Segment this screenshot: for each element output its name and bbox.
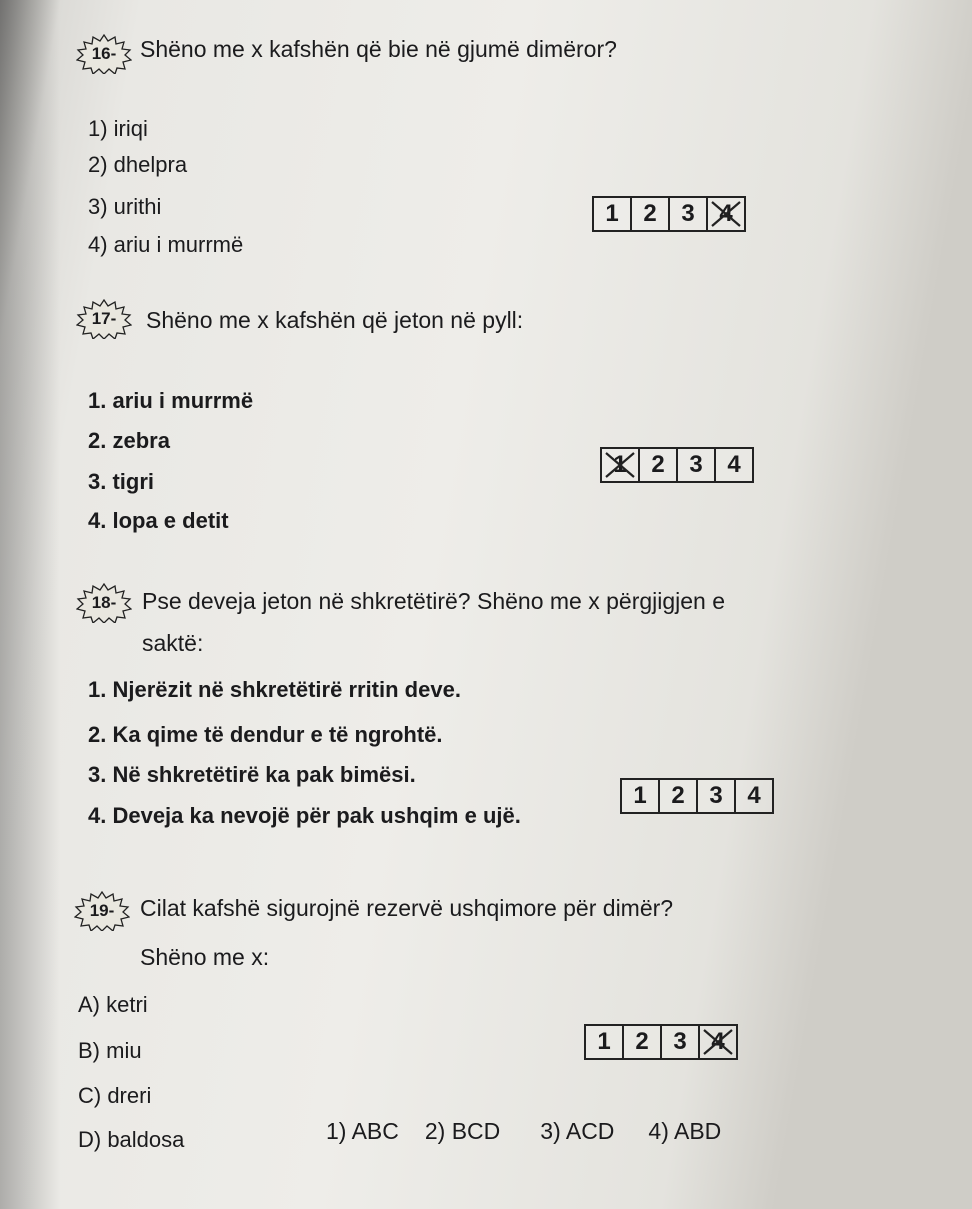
page-shadow: [0, 0, 60, 1209]
q18-option-1: 1. Njerëzit në shkretëtirë rritin deve.: [88, 677, 461, 702]
question-16-badge: [76, 34, 132, 74]
q19-answer-box-2[interactable]: 2: [622, 1024, 662, 1060]
q18-answer-box-2[interactable]: 2: [658, 778, 698, 814]
question-17-badge: [76, 299, 132, 339]
q16-answer-box-2[interactable]: 2: [630, 196, 670, 232]
q18-option-4: 4. Deveja ka nevojë për pak ushqim e ujë.: [88, 803, 521, 828]
q19-answer-box-4[interactable]: [698, 1024, 738, 1060]
q17-option-2: 2. zebra: [88, 428, 170, 453]
question-17-number: 17-: [91, 309, 117, 328]
q16-option-3: 3) urithi: [88, 194, 162, 219]
q17-answer-box-1[interactable]: [600, 447, 640, 483]
question-19-number: 19-: [89, 901, 115, 920]
q16-option-4: 4) ariu i murrmë: [88, 232, 244, 257]
q19-option-d: D) baldosa: [78, 1127, 185, 1152]
q18-answer-boxes: [620, 778, 772, 814]
q19-choice-3: 3) ACD: [540, 1118, 615, 1144]
question-18-badge: [76, 583, 132, 623]
question-19-text: Cilat kafshë sigurojnë rezervë ushqimore për dimër?: [140, 895, 674, 921]
q17-option-1: 1. ariu i murrmë: [88, 388, 254, 413]
q19-option-a: A) ketri: [78, 992, 148, 1017]
question-16-text: Shëno me x kafshën që bie në gjumë dimëror?: [140, 36, 617, 62]
q17-answer-box-3[interactable]: 3: [676, 447, 716, 483]
q17-option-4: 4. lopa e detit: [88, 508, 229, 533]
q18-answer-box-4[interactable]: 4: [734, 778, 774, 814]
q19-answer-boxes: [584, 1024, 736, 1060]
q16-answer-box-3[interactable]: 3: [668, 196, 708, 232]
question-18-text-cont: saktë:: [142, 630, 204, 656]
q19-answer-box-3[interactable]: 3: [660, 1024, 700, 1060]
q16-answer-box-1[interactable]: 1: [592, 196, 632, 232]
q16-option-1: 1) iriqi: [88, 116, 148, 141]
q17-answer-box-1-label: 1: [613, 451, 627, 478]
q19-choice-list: [326, 1118, 747, 1145]
q19-answer-box-4-label: 4: [711, 1028, 725, 1055]
q18-option-3: 3. Në shkretëtirë ka pak bimësi.: [88, 762, 416, 787]
q19-option-b: B) miu: [78, 1038, 142, 1063]
q18-answer-box-1[interactable]: 1: [620, 778, 660, 814]
question-18-number: 18-: [91, 593, 117, 612]
question-18-text: Pse deveja jeton në shkretëtirë? Shëno me x përgjigjen e: [142, 588, 726, 614]
q16-answer-boxes: [592, 196, 744, 232]
x-mark-icon: [602, 449, 638, 481]
q17-option-3: 3. tigri: [88, 469, 155, 494]
q18-answer-box-3[interactable]: 3: [696, 778, 736, 814]
x-mark-icon: [700, 1026, 736, 1058]
q19-choice-4: 4) ABD: [648, 1118, 722, 1144]
q19-option-c: C) dreri: [78, 1083, 152, 1108]
question-19-text-cont: Shëno me x:: [140, 944, 270, 970]
q16-answer-box-4-label: 4: [719, 200, 733, 227]
question-19-badge: [74, 891, 130, 931]
q19-choice-1: 1) ABC: [326, 1118, 399, 1144]
question-16-number: 16-: [91, 44, 117, 63]
q18-option-2: 2. Ka qime të dendur e të ngrohtë.: [88, 722, 443, 747]
q19-choice-2: 2) BCD: [424, 1118, 501, 1144]
q19-answer-box-1[interactable]: 1: [584, 1024, 624, 1060]
q16-answer-box-4[interactable]: [706, 196, 746, 232]
q17-answer-box-2[interactable]: 2: [638, 447, 678, 483]
q16-option-2: 2) dhelpra: [88, 152, 188, 177]
question-17-text: Shëno me x kafshën që jeton në pyll:: [146, 307, 524, 333]
x-mark-icon: [708, 198, 744, 230]
q17-answer-box-4[interactable]: 4: [714, 447, 754, 483]
q17-answer-boxes: [600, 447, 752, 483]
